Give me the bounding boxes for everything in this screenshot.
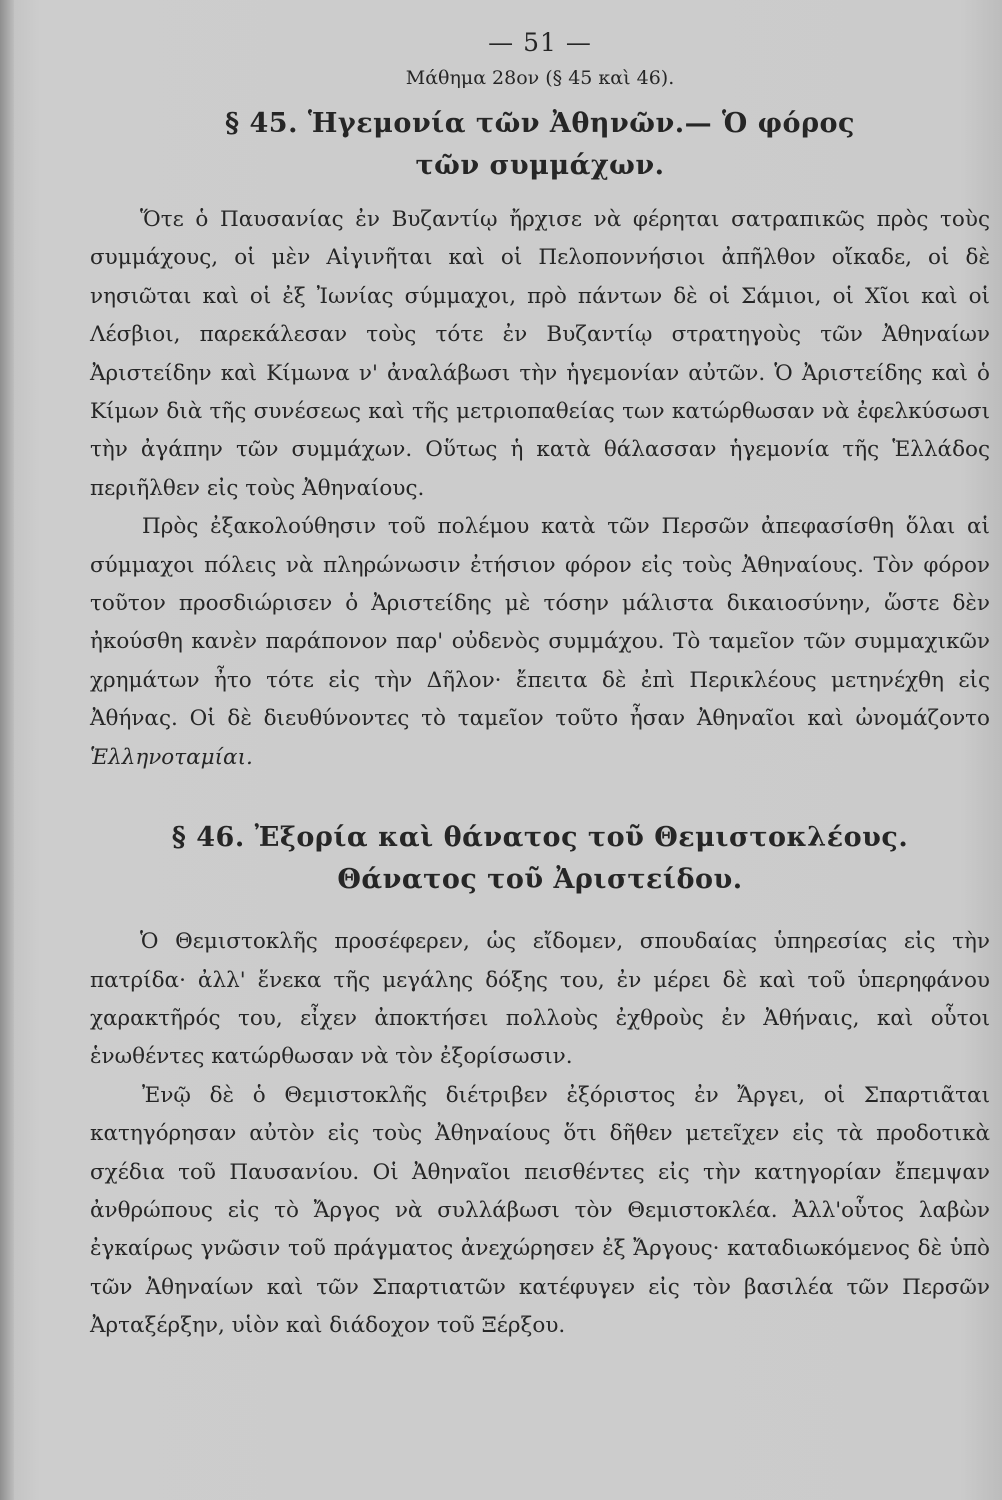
section-46-heading-line-1: § 46. Ἐξορία καὶ θάνατος τοῦ Θεμιστοκλέους. <box>171 822 909 854</box>
section-45-heading <box>90 103 990 187</box>
section-46-paragraph-1: Ὁ Θεμιστοκλῆς προσέφερεν, ὡς εἴδομεν, σπουδαίας ὑπηρεσίας εἰς τὴν πατρίδα· ἀλλ' ἕνεκα τῆς μεγάλης δόξης του, ἐν μέρει δὲ καὶ τοῦ ὑπερηφάνου χαρακτῆρός του, εἶχεν ἀποκτήσει πολλοὺς ἐχθροὺς ἐν Ἀθήναις, καὶ οὗτοι ἑνωθέντες κατώρθωσαν νὰ τὸν ἐξορίσωσιν. <box>90 929 990 1070</box>
lesson-title: Μάθημα 28ον (§ 45 καὶ 46). <box>405 67 675 89</box>
section-46-heading-line-2: Θάνατος τοῦ Ἀριστείδου. <box>337 864 743 896</box>
hellenotamiai-term: Ἑλληνοταμίαι. <box>90 744 253 770</box>
section-45-heading-line-1: § 45. Ἡγεμονία τῶν Ἀθηνῶν.— Ὁ φόρος <box>225 108 855 139</box>
page-number: — 51 — <box>488 28 592 57</box>
page-text-block <box>90 28 990 1346</box>
section-45-paragraph-1: Ὅτε ὁ Παυσανίας ἐν Βυζαντίῳ ἤρχισε νὰ φέρηται σατραπικῶς πρὸς τοὺς συμμάχους, οἱ μὲν Αἰγινῆται καὶ οἱ Πελοποννήσιοι ἀπῆλθον οἴκαδε, οἱ δὲ νησιῶται καὶ οἱ ἐξ Ἰωνίας σύμμαχοι, πρὸ πάντων δὲ οἱ Σάμιοι, οἱ Χῖοι καὶ οἱ Λέσβιοι, παρεκάλεσαν τοὺς τότε ἐν Βυζαντίῳ στρατηγοὺς τῶν Ἀθηναίων Ἀριστείδην καὶ Κίμωνα ν' ἀναλάβωσι τὴν ἡγεμονίαν αὐτῶν. Ὁ Ἀριστείδης καὶ ὁ Κίμων διὰ τῆς συνέσεως καὶ τῆς μετριοπαθείας των κατώρθωσαν νὰ ἐφελκύσωσι τὴν ἀγάπην τῶν συμμάχων. Οὕτως ἡ κατὰ θάλασσαν ἡγεμονία τῆς Ἑλλάδος περιῆλθεν εἰς τοὺς Ἀθηναίους. <box>90 207 990 501</box>
page-spine-shadow <box>0 0 14 1500</box>
section-45-paragraph-2 <box>90 508 990 777</box>
section-45-paragraph-2-text: Πρὸς ἐξακολούθησιν τοῦ πολέμου κατὰ τῶν Περσῶν ἀπεφασίσθη ὅλαι αἱ σύμμαχοι πόλεις νὰ πληρώνωσιν ἐτήσιον φόρον εἰς τοὺς Ἀθηναίους. Τὸν φόρον τοῦτον προσδιώρισεν ὁ Ἀριστείδης μὲ τόσην μάλιστα δικαιοσύνην, ὥστε δὲν ἠκούσθη κανὲν παράπονον παρ' οὐδενὸς συμμάχου. Τὸ ταμεῖον τῶν συμμαχικῶν χρημάτων ἦτο τότε εἰς τὴν Δῆλον· ἔπειτα δὲ ἐπὶ Περικλέους μετηνέχθη εἰς Ἀθήνας. Οἱ δὲ διευθύνοντες τὸ ταμεῖον τοῦτο ἦσαν Ἀθηναῖοι καὶ ὠνομάζοντο <box>90 514 990 732</box>
section-45-heading-line-2: τῶν συμμάχων. <box>415 150 665 181</box>
section-46-heading <box>90 817 990 901</box>
section-46-paragraph-2: Ἐνῷ δὲ ὁ Θεμιστοκλῆς διέτριβεν ἐξόριστος ἐν Ἄργει, οἱ Σπαρτιᾶται κατηγόρησαν αὐτὸν εἰς τοὺς Ἀθηναίους ὅτι δῆθεν μετεῖχεν εἰς τὰ προδοτικὰ σχέδια τοῦ Παυσανίου. Οἱ Ἀθηναῖοι πεισθέντες εἰς τὴν κατηγορίαν ἔπεμψαν ἀνθρώπους εἰς τὸ Ἄργος νὰ συλλάβωσι τὸν Θεμιστοκλέα. Ἀλλ'οὗτος λαβὼν ἐγκαίρως γνῶσιν τοῦ πράγματος ἀνεχώρησεν ἐξ Ἄργους· καταδιωκόμενος δὲ ὑπὸ τῶν Ἀθηναίων καὶ τῶν Σπαρτιατῶν κατέφυγεν εἰς τὸν βασιλέα τῶν Περσῶν Ἀρταξέρξην, υἱὸν καὶ διάδοχον τοῦ Ξέρξου. <box>90 1082 990 1339</box>
